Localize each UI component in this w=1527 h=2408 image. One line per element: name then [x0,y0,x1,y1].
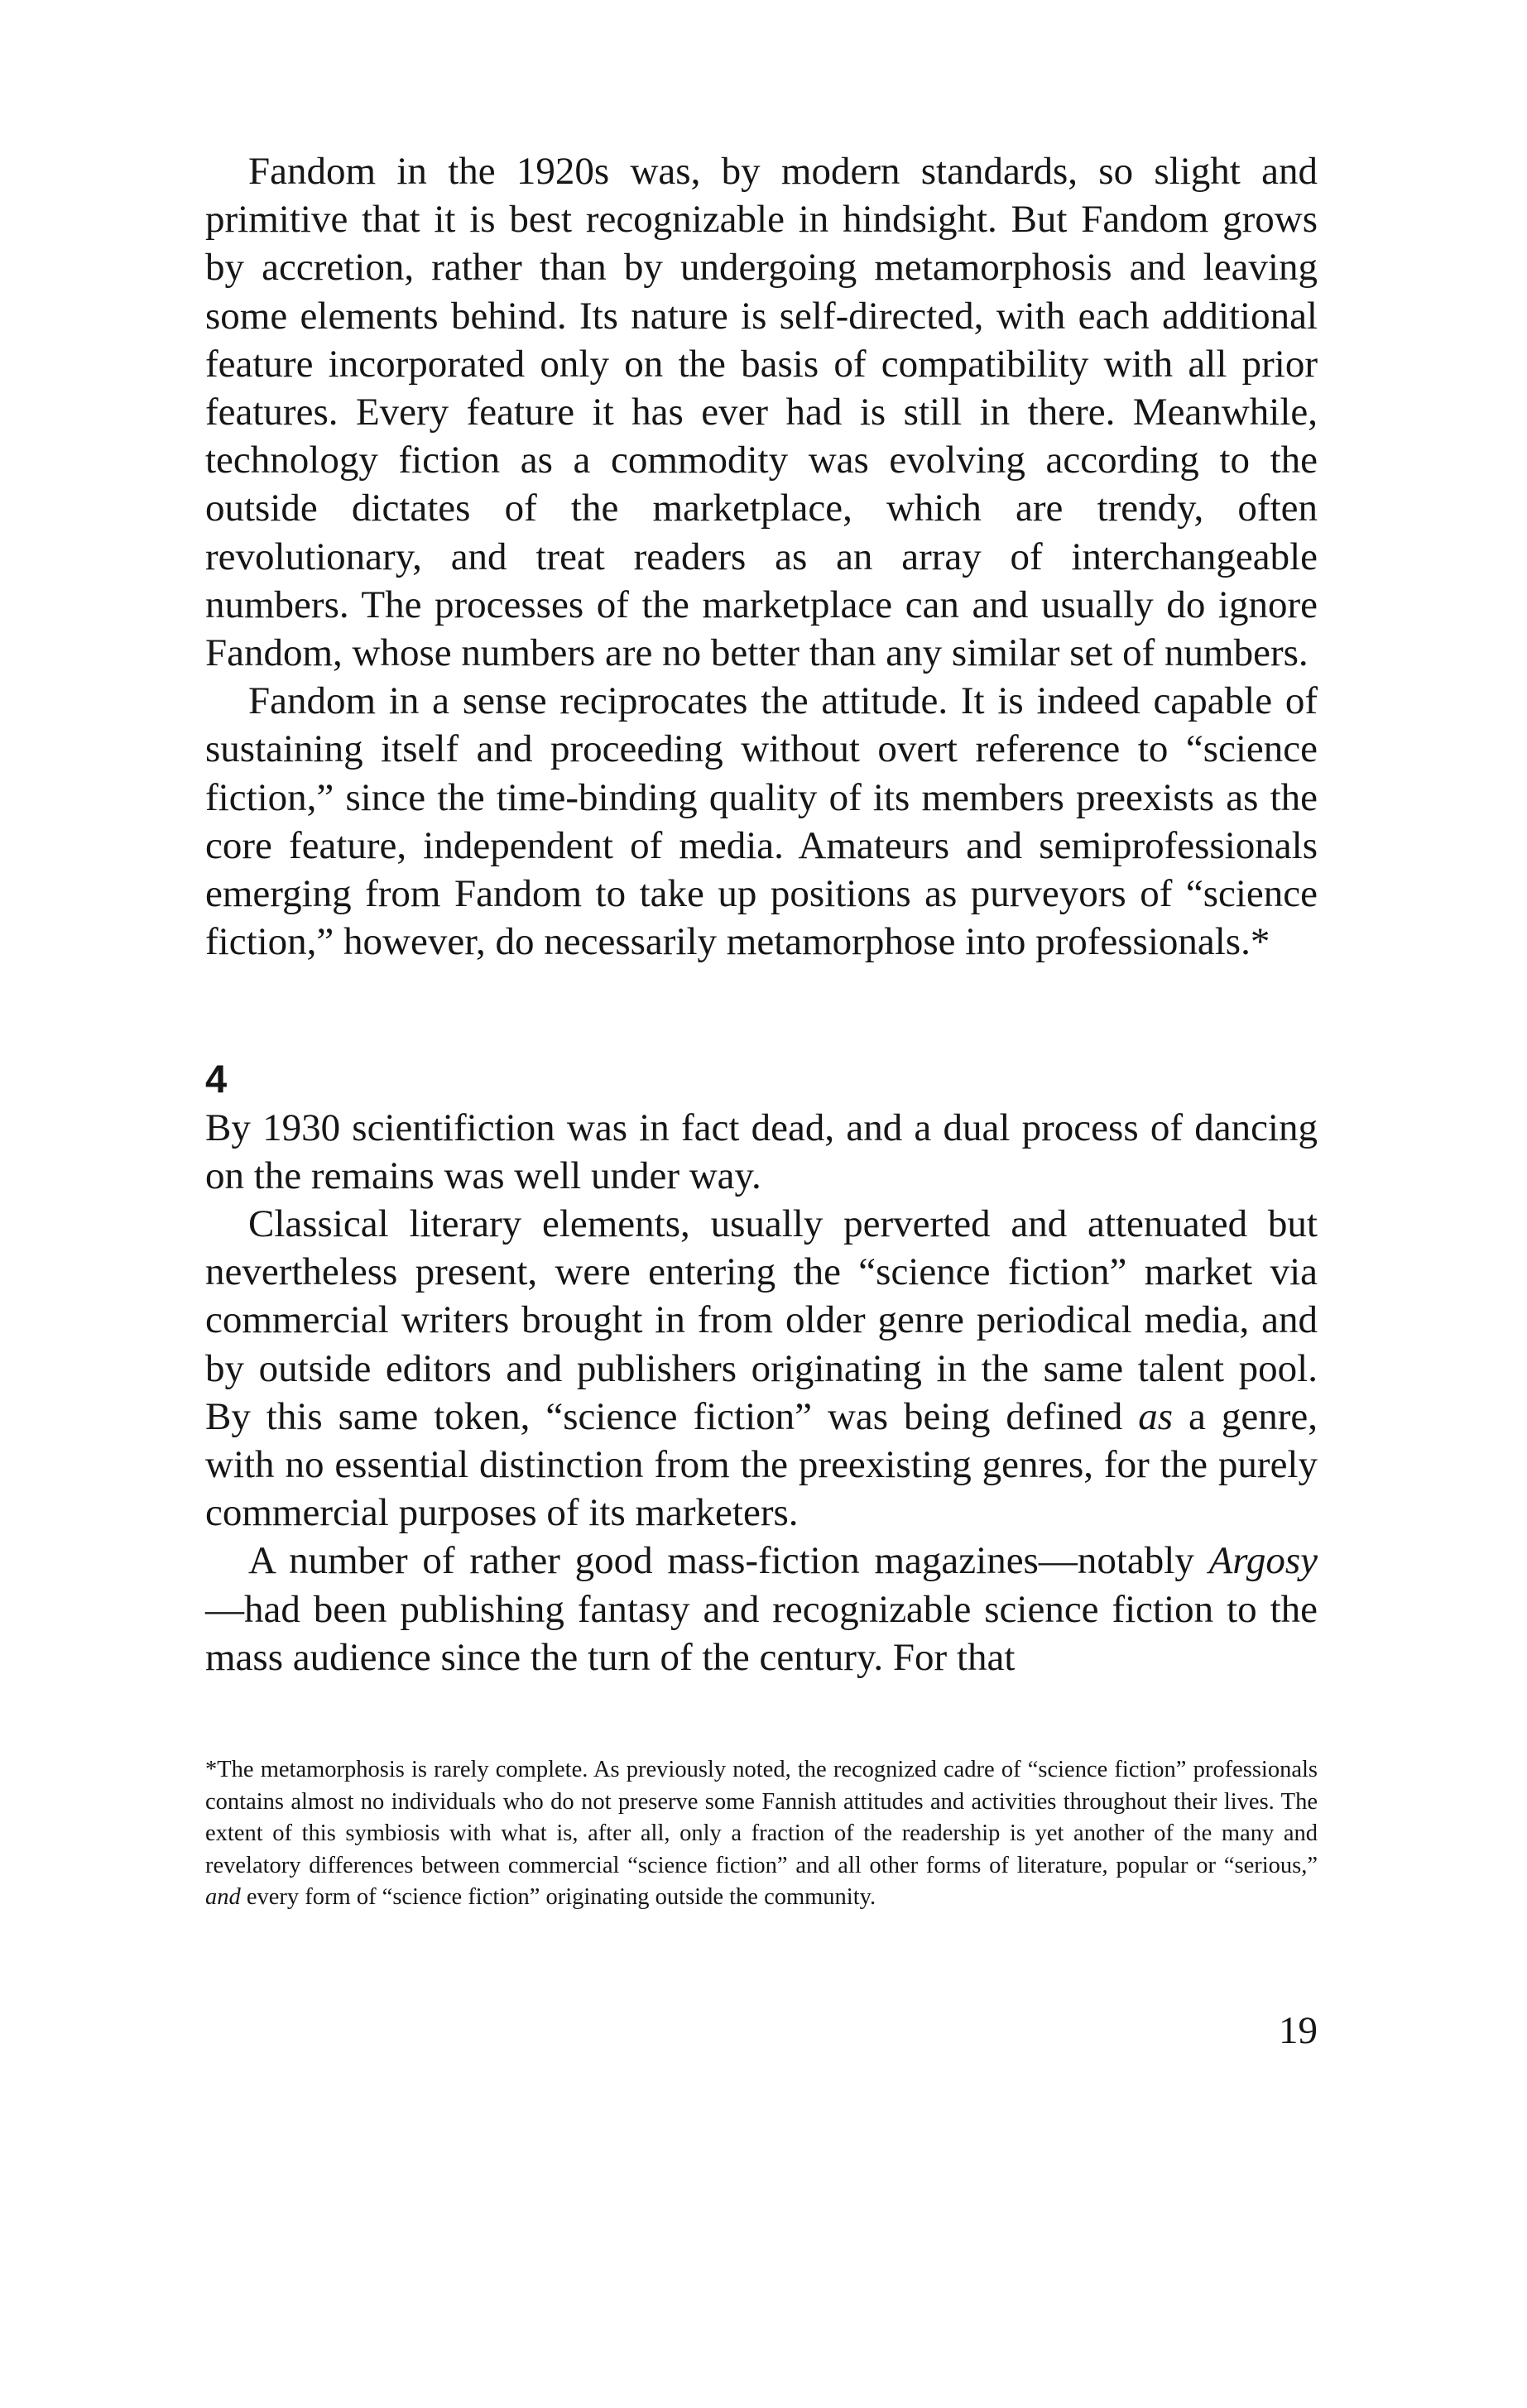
page-number: 19 [1279,2009,1318,2052]
body-paragraph-scientifiction-dead: By 1930 scientifiction was in fact dead, and a dual process of dancing on the remains was well under way. [205,1106,1318,1197]
text-run: —had been publishing fantasy and recognizable science fiction to the mass audience since the turn of the century. For that [205,1587,1318,1679]
footnote-text: every form of “science fiction” originating outside the community. [240,1884,876,1911]
text-run: Classical literary elements, usually perverted and attenuated but nevertheless present, were entering the “science fiction” market via commercial writers brought in from older genre periodical media, and by outside editors and publishers originating in the same talent pool. By this same token, “science fiction” was being defined [205,1202,1318,1438]
body-paragraph-fandom-1920s: Fandom in the 1920s was, by modern standards, so slight and primitive that it is best recognizable in hindsight. But Fandom grows by accretion, rather than by undergoing metamorphosis and leaving some elements behind. Its nature is self-directed, with each additional feature incorporated only on the basis of compatibility with all prior features. Every feature it has ever had is still in there. Meanwhile, technology fiction as a commodity was evolving according to the outside dictates of the marketplace, which are trendy, often revolutionary, and treat readers as an array of interchangeable numbers. The processes of the marketplace can and usually do ignore Fandom, whose numbers are no better than any similar set of numbers. [205,150,1318,675]
book-page [205,147,1318,1914]
text-run: a genre, with no essential distinction from the preexisting genres, for the purely commercial purposes of its marketers. [205,1394,1318,1535]
footnote [205,1754,1318,1914]
footnote-italic: and [205,1884,241,1911]
footnote-text: *The metamorphosis is rarely complete. As previously noted, the recognized cadre of “science fiction” professionals contains almost no individuals who do not preserve some Fannish attitudes and activities throughout their lives. The extent of this symbiosis with what is, after all, only a fraction of the readership is yet another of the many and revelatory differences between commercial “science fiction” and all other forms of literature, popular or “serious,” [205,1757,1318,1878]
section-number: 4 [205,1057,228,1101]
body-paragraph-mass-fiction [205,1537,1318,1681]
text-run: A number of rather good mass-fiction magazines—notably [248,1539,1209,1583]
body-paragraph-classical-elements [205,1200,1318,1537]
italic-text: as [1138,1394,1174,1438]
body-paragraph-fandom-reciprocates: Fandom in a sense reciprocates the attitude. It is indeed capable of sustaining itself and proceeding without overt reference to “science fiction,” since the time-binding quality of its members preexists as the core feature, independent of media. Amateurs and semiprofessionals emerging from Fandom to take up positions as purveyors of “science fiction,” however, do necessarily metamorphose into professionals.* [205,679,1318,964]
italic-magazine-title: Argosy [1208,1539,1318,1583]
